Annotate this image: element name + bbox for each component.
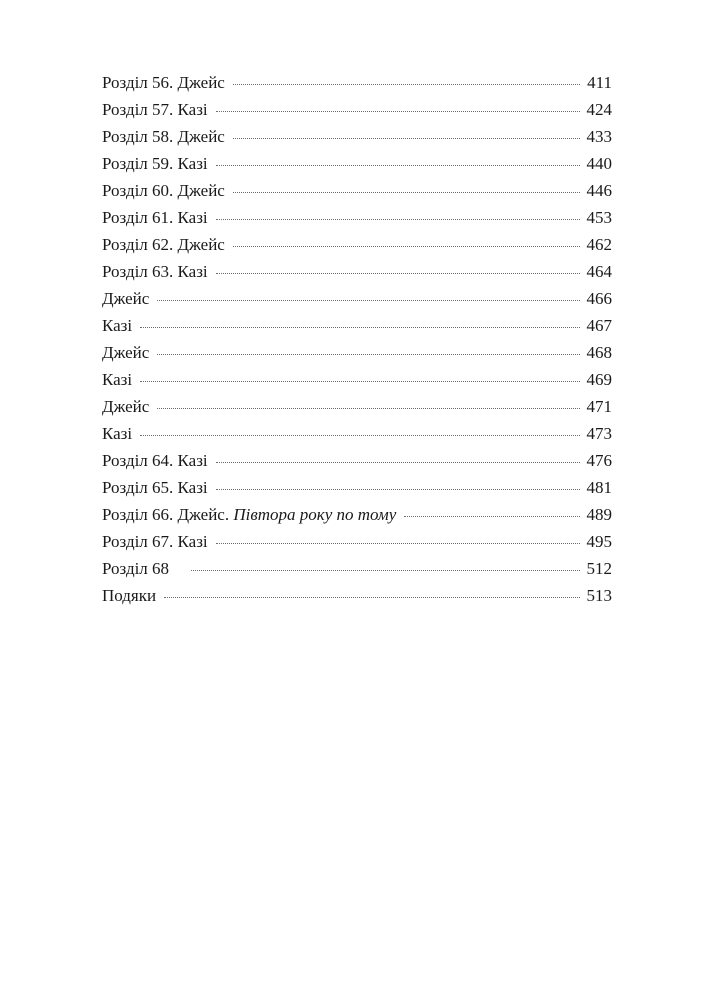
entry-page-number: 440 [586,154,612,173]
dot-leader [216,111,580,112]
entry-page-number: 433 [586,127,612,146]
toc-entry [102,532,612,559]
entry-page-number: 464 [586,262,612,281]
entry-title [102,505,396,525]
dot-leader [191,570,580,571]
toc-entry [102,586,612,613]
entry-page-number: 462 [586,235,612,254]
entry-title: Джейс [102,289,150,308]
toc-entry [102,424,612,451]
entry-page-number: 453 [586,208,612,227]
dot-leader [157,408,580,409]
entry-page-number: 489 [586,505,612,524]
dot-leader [216,165,580,166]
entry-title: Джейс [102,397,150,416]
toc-entry [102,451,612,478]
toc-entry [102,262,612,289]
entry-title: Казі [102,370,133,389]
entry-title: Казі [102,424,133,443]
dot-leader [233,192,580,193]
dot-leader [216,273,580,274]
dot-leader [157,300,580,301]
entry-page-number: 473 [586,424,612,443]
entry-title: Розділ 58. Джейс [102,127,225,146]
toc-entry [102,505,612,532]
entry-title: Розділ 56. Джейс [102,73,225,92]
entry-title: Розділ 59. Казі [102,154,208,173]
entry-page-number: 469 [586,370,612,389]
entry-title: Розділ 57. Казі [102,100,208,119]
table-of-contents [102,73,612,613]
entry-title: Розділ 63. Казі [102,262,208,281]
entry-title: Розділ 65. Казі [102,478,208,497]
entry-page-number: 512 [586,559,612,578]
dot-leader [164,597,580,598]
toc-entry [102,127,612,154]
dot-leader [233,138,580,139]
entry-title: Розділ 60. Джейс [102,181,225,200]
dot-leader [216,543,580,544]
entry-page-number: 467 [586,316,612,335]
entry-title: Розділ 61. Казі [102,208,208,227]
toc-entry [102,397,612,424]
toc-entry [102,370,612,397]
entry-title: Подяки [102,586,157,605]
entry-page-number: 495 [586,532,612,551]
entry-page-number: 411 [587,73,612,92]
dot-leader [233,246,580,247]
entry-page-number: 424 [586,100,612,119]
entry-page-number: 466 [586,289,612,308]
toc-entry [102,478,612,505]
entry-title: Джейс [102,343,150,362]
dot-leader [140,327,580,328]
dot-leader [216,219,580,220]
entry-title: Казі [102,316,133,335]
entry-subtitle-italic: Півтора року по тому [233,505,397,524]
dot-leader [140,435,580,436]
dot-leader [233,84,580,85]
entry-title-main: Розділ 66. Джейс. [102,505,234,524]
dot-leader [140,381,580,382]
toc-entry [102,559,612,586]
entry-title: Розділ 67. Казі [102,532,208,551]
dot-leader [157,354,580,355]
entry-page-number: 471 [586,397,612,416]
toc-entry [102,316,612,343]
entry-page-number: 446 [586,181,612,200]
entry-title: Розділ 64. Казі [102,451,208,470]
entry-page-number: 476 [586,451,612,470]
dot-leader [216,489,580,490]
toc-entry [102,343,612,370]
entry-page-number: 513 [586,586,612,605]
dot-leader [404,516,580,517]
entry-title: Розділ 62. Джейс [102,235,225,254]
toc-entry [102,73,612,100]
entry-page-number: 468 [586,343,612,362]
toc-entry [102,100,612,127]
toc-entry [102,208,612,235]
entry-page-number: 481 [586,478,612,497]
toc-entry [102,235,612,262]
toc-entry [102,181,612,208]
toc-entry [102,289,612,316]
toc-entry [102,154,612,181]
entry-title: Розділ 68 [102,559,170,578]
dot-leader [216,462,580,463]
